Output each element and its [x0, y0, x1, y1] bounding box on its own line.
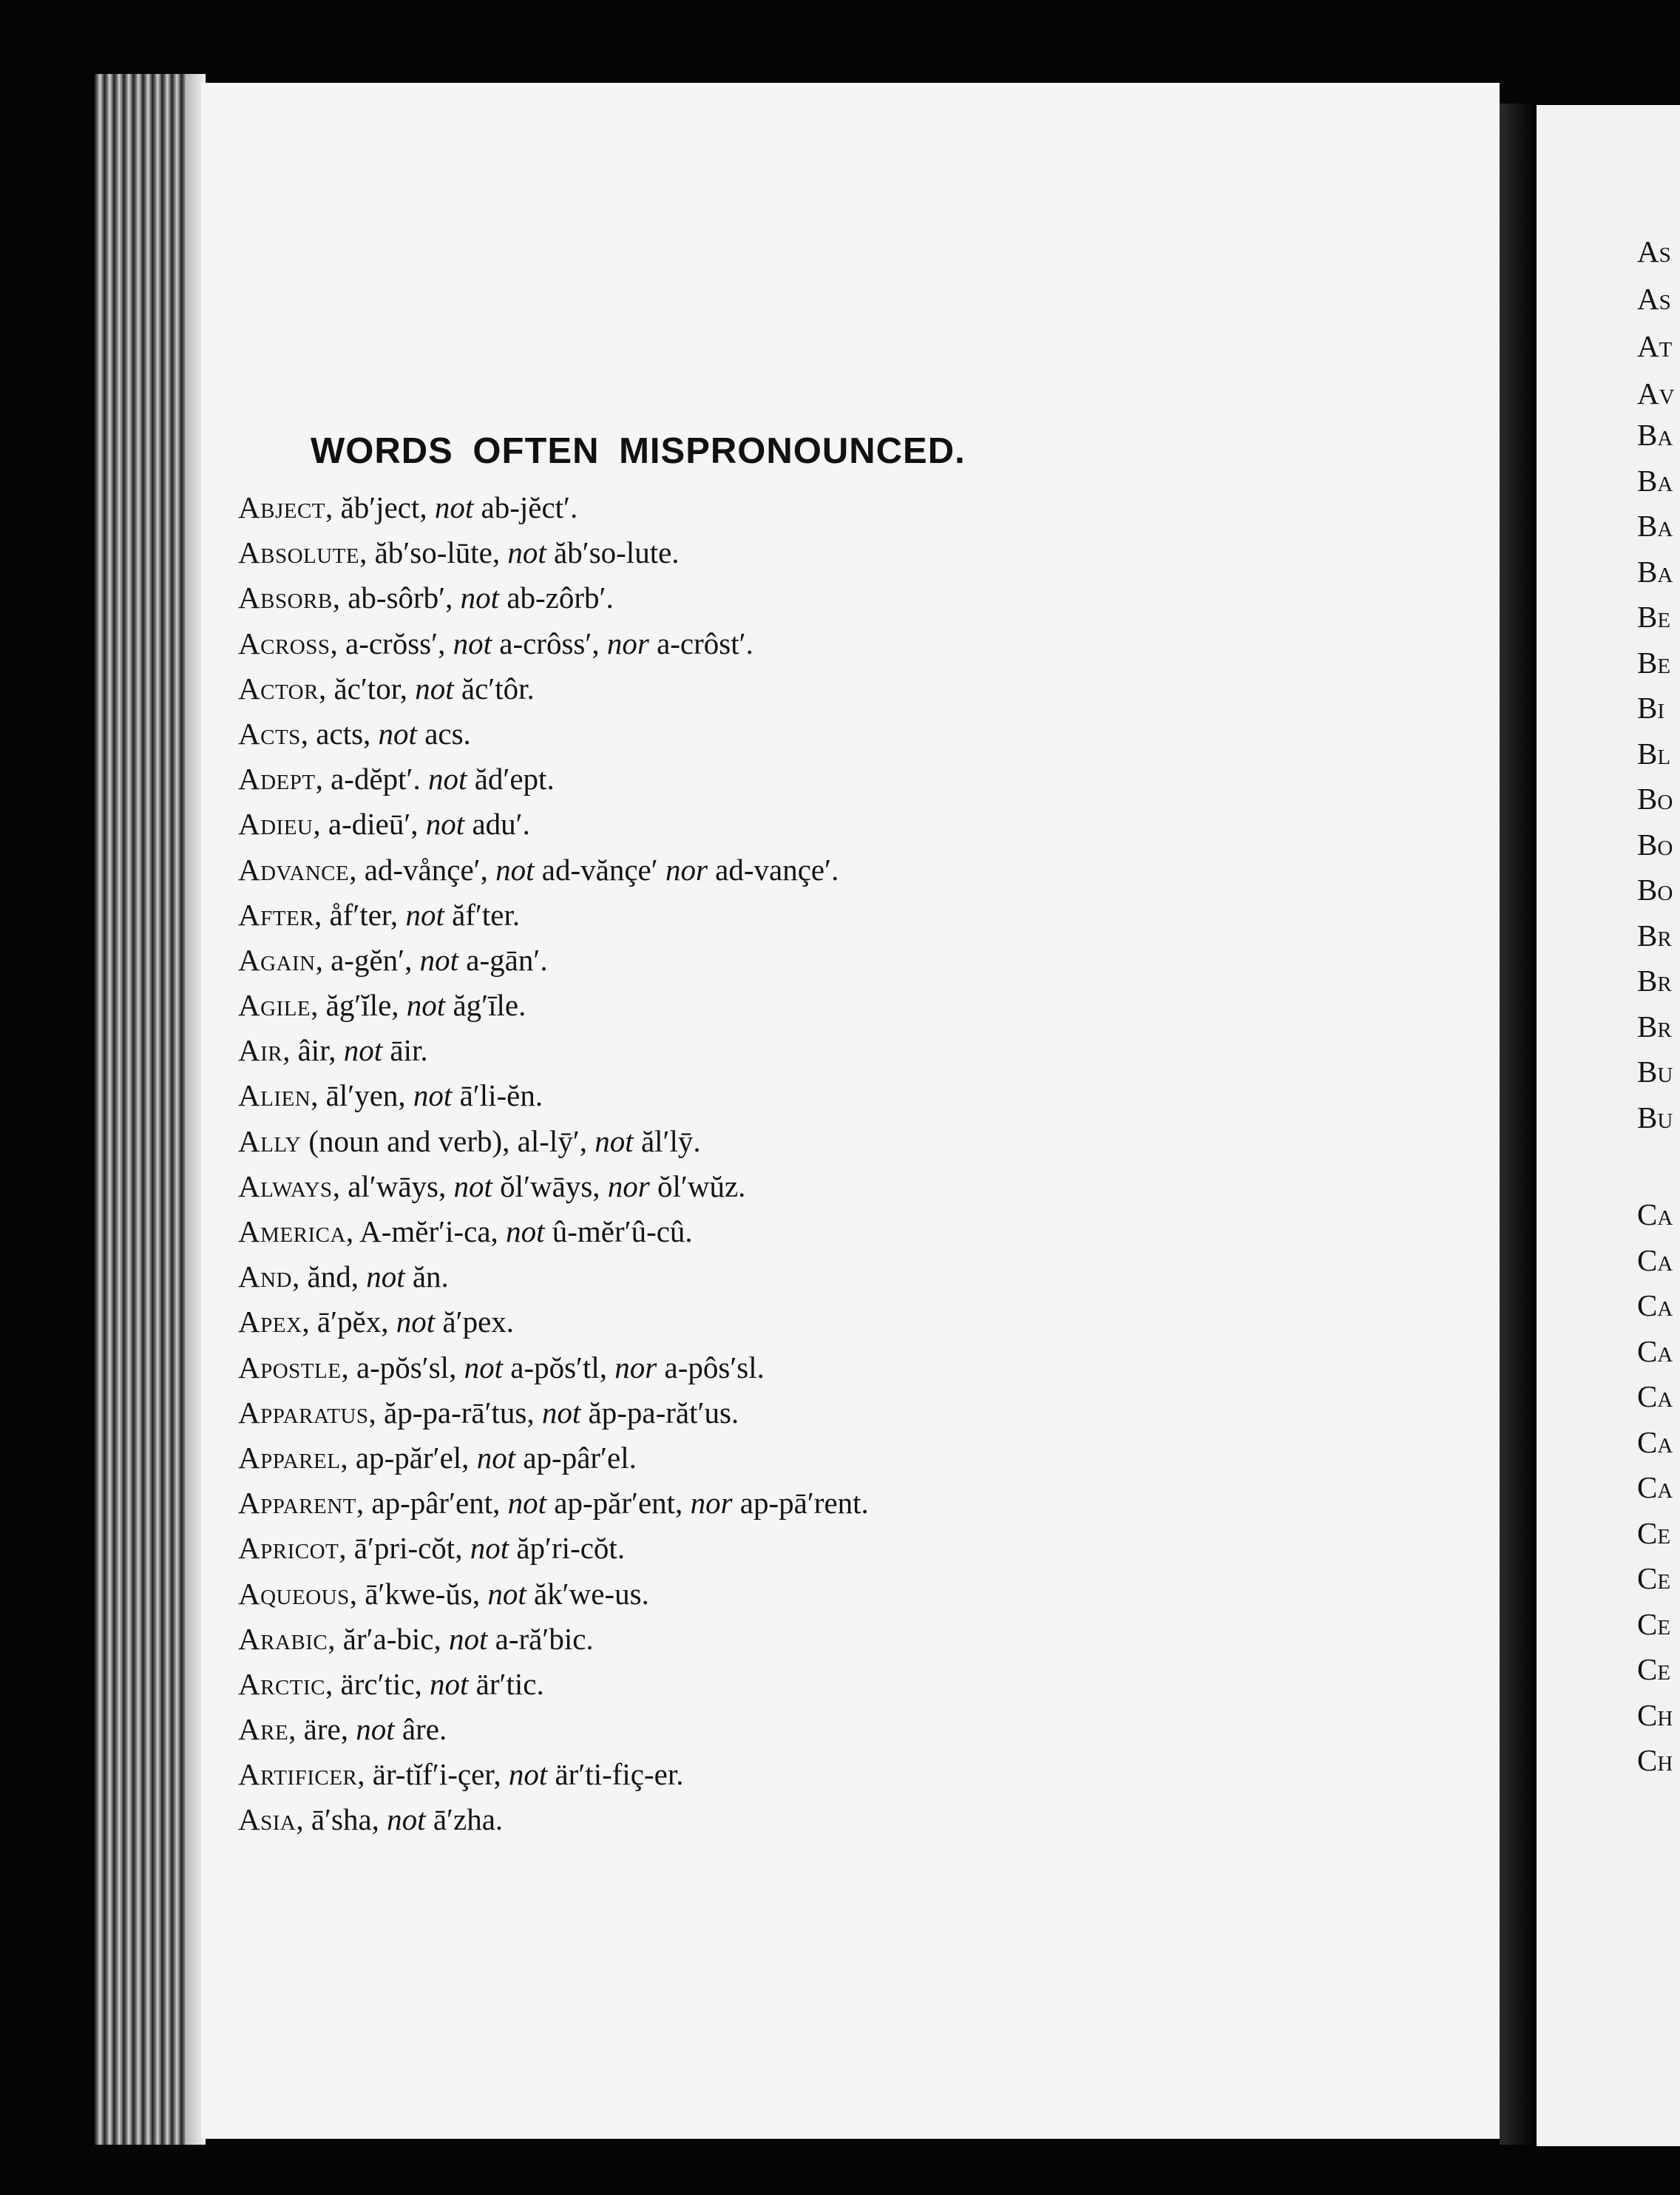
entry-headword: Air	[238, 1033, 283, 1068]
entry-headword: Apparatus	[238, 1395, 369, 1430]
entry-line	[238, 711, 1288, 757]
entry-pronunciation: (noun and verb), al-lȳ′,	[301, 1123, 595, 1158]
entry-italic-word: not	[366, 1259, 405, 1294]
entry-headword: Artificer	[238, 1757, 358, 1792]
entry-italic-word: nor	[690, 1486, 733, 1521]
entry-line	[238, 938, 1288, 983]
entry-pronunciation: ab-jĕct′.	[473, 490, 578, 524]
entry-pronunciation: ăf′ter.	[444, 897, 521, 932]
entry-pronunciation: , ab-sôrb′,	[332, 581, 461, 615]
entry-pronunciation: , äre,	[288, 1712, 356, 1747]
entry-headword: Actor	[238, 671, 319, 706]
entry-pronunciation: , a-gĕn′,	[315, 942, 420, 977]
entry-line	[238, 1662, 1288, 1707]
entry-line	[238, 1164, 1288, 1209]
entry-pronunciation: , a-dieū′,	[313, 807, 426, 842]
entry-italic-word: not	[396, 1305, 436, 1339]
entry-italic-word: not	[356, 1712, 395, 1747]
entry-italic-word: not	[453, 1168, 492, 1203]
facing-page-headword: Ce	[1637, 1561, 1671, 1595]
entry-pronunciation: acs.	[416, 716, 471, 751]
entry-pronunciation: , a-crŏss′,	[330, 626, 453, 660]
entry-line	[238, 1119, 1288, 1164]
entry-line	[238, 983, 1288, 1028]
entry-pronunciation: , acts,	[300, 716, 379, 751]
entry-headword: Agile	[238, 988, 311, 1023]
facing-page-headword: Ce	[1637, 1606, 1671, 1641]
entry-pronunciation: , ăb′so-lūte,	[359, 535, 508, 570]
entry-pronunciation: ap-pâr′el.	[515, 1440, 637, 1475]
entry-pronunciation: , ăr′a-bic,	[328, 1621, 450, 1656]
entry-headword: Asia	[238, 1802, 297, 1837]
entry-italic-word: nor	[665, 852, 708, 887]
book-gutter	[1500, 104, 1538, 2145]
entry-italic-word: not	[453, 626, 492, 660]
entry-italic-word: not	[428, 762, 467, 797]
entry-italic-word: nor	[607, 1168, 650, 1203]
facing-page-headword: Ba	[1637, 418, 1673, 452]
facing-page-headword: Bi	[1637, 691, 1665, 725]
entry-headword: And	[238, 1259, 292, 1294]
facing-page-headword: Bo	[1637, 782, 1673, 816]
entry-italic-word: not	[470, 1531, 509, 1566]
entry-italic-word: not	[378, 716, 417, 751]
entry-pronunciation: a-crôss′,	[492, 626, 607, 660]
entry-pronunciation: a-ră′bic.	[487, 1621, 594, 1656]
entry-italic-word: not	[413, 1078, 453, 1113]
entry-italic-word: not	[464, 1350, 503, 1384]
entry-pronunciation: ăp-pa-răt′us.	[580, 1395, 739, 1430]
entry-line	[238, 893, 1288, 938]
entry-line	[238, 621, 1288, 666]
entry-headword: Apostle	[238, 1350, 342, 1384]
entry-italic-word: not	[387, 1802, 426, 1837]
entry-pronunciation: , ad-vånçe′,	[349, 852, 496, 887]
entry-pronunciation: ŏl′wāys,	[492, 1168, 608, 1203]
entry-pronunciation: , âir,	[282, 1033, 344, 1068]
entry-italic-word: not	[487, 1576, 526, 1611]
entry-pronunciation: , ăg′ĭle,	[311, 988, 407, 1023]
entry-headword: America	[238, 1214, 346, 1248]
facing-page-headword: Ca	[1637, 1333, 1673, 1368]
entry-pronunciation: , a-pŏs′sl,	[341, 1350, 464, 1384]
entry-italic-word: not	[434, 490, 474, 524]
entry-pronunciation: ăb′so-lute.	[546, 535, 680, 570]
entry-line	[238, 1299, 1288, 1345]
entry-line	[238, 1345, 1288, 1390]
facing-page-headword: Br	[1637, 964, 1672, 998]
entry-italic-word: not	[425, 807, 465, 842]
entry-headword: Arabic	[238, 1621, 328, 1656]
entry-line	[238, 1073, 1288, 1118]
entry-pronunciation: , ănd,	[292, 1259, 367, 1294]
entry-headword: Apparel	[238, 1440, 341, 1475]
entry-pronunciation: ā′zha.	[425, 1802, 504, 1837]
entry-pronunciation: , ā′sha,	[296, 1802, 387, 1837]
entry-headword: Adieu	[238, 807, 314, 842]
entry-italic-word: not	[406, 988, 446, 1023]
facing-page-headword: Be	[1637, 645, 1671, 680]
entry-italic-word: nor	[614, 1350, 657, 1384]
entry-pronunciation: , ap-pâr′ent,	[356, 1486, 508, 1521]
facing-page-headword: Ca	[1637, 1379, 1673, 1413]
facing-page-headword: Ca	[1637, 1424, 1673, 1459]
entry-pronunciation: ap-păr′ent,	[546, 1486, 691, 1521]
facing-page-headword: Ch	[1637, 1743, 1673, 1777]
entry-pronunciation: , ap-păr′el,	[340, 1440, 477, 1475]
entry-pronunciation: ăd′ept.	[467, 762, 555, 797]
entry-pronunciation: âre.	[394, 1712, 447, 1747]
entry-italic-word: not	[419, 942, 459, 977]
entry-italic-word: not	[495, 852, 535, 887]
entry-line	[238, 757, 1288, 802]
entry-pronunciation: ā′li-ĕn.	[452, 1078, 543, 1113]
entry-italic-word: not	[430, 1666, 469, 1701]
entry-pronunciation: , åf′ter,	[314, 897, 406, 932]
facing-page-headword: At	[1637, 329, 1673, 363]
entry-line	[238, 848, 1288, 893]
facing-page-headword: Ca	[1637, 1242, 1673, 1277]
entry-pronunciation: ă′pex.	[435, 1305, 515, 1339]
entry-headword: Acts	[238, 716, 301, 751]
entry-italic-word: not	[595, 1123, 634, 1158]
entry-pronunciation: ăg′īle.	[445, 988, 526, 1023]
entry-pronunciation: , ā′kwe-ŭs,	[349, 1576, 488, 1611]
entry-pronunciation: är′ti-fiç-er.	[547, 1757, 684, 1792]
entry-pronunciation: , ärc′tic,	[325, 1666, 430, 1701]
entry-pronunciation: a-gān′.	[458, 942, 548, 977]
entry-headword: Adept	[238, 762, 316, 797]
entry-list	[238, 485, 1288, 1843]
facing-page-headword: Bo	[1637, 827, 1673, 862]
entry-pronunciation: , ā′pri-cŏt,	[339, 1531, 470, 1566]
entry-headword: Arctic	[238, 1666, 326, 1701]
entry-line	[238, 1752, 1288, 1797]
entry-headword: Apparent	[238, 1486, 356, 1521]
entry-headword: After	[238, 897, 315, 932]
entry-line	[238, 666, 1288, 711]
facing-page-headword: Ba	[1637, 554, 1673, 589]
entry-line	[238, 1254, 1288, 1299]
facing-page-headword: Be	[1637, 600, 1671, 634]
entry-pronunciation: a-crôst′.	[648, 626, 753, 660]
entry-headword: Ally	[238, 1123, 302, 1158]
entry-italic-word: not	[449, 1621, 488, 1656]
facing-page-headword: Bu	[1637, 1055, 1673, 1089]
entry-italic-word: not	[476, 1440, 516, 1475]
entry-pronunciation: är′tic.	[468, 1666, 544, 1701]
entry-line	[238, 1390, 1288, 1435]
entry-line	[238, 1617, 1288, 1662]
facing-page-headword: Bl	[1637, 736, 1671, 771]
facing-page-headword: Ba	[1637, 509, 1673, 543]
entry-headword: Apricot	[238, 1531, 339, 1566]
entry-headword: Absorb	[238, 581, 333, 615]
entry-pronunciation: ăk′we-us.	[526, 1576, 649, 1611]
entry-pronunciation: ăp′ri-cŏt.	[509, 1531, 626, 1566]
entry-line	[238, 1572, 1288, 1617]
entry-line	[238, 1435, 1288, 1481]
entry-headword: Abject	[238, 490, 326, 524]
entry-italic-word: not	[343, 1033, 383, 1068]
page-title: WORDS OFTEN MISPRONOUNCED.	[311, 431, 966, 471]
entry-pronunciation: , ăp-pa-rā′tus,	[368, 1395, 542, 1430]
entry-line	[238, 485, 1288, 530]
facing-page-headword: Ce	[1637, 1652, 1671, 1686]
entry-italic-word: not	[507, 535, 546, 570]
facing-page-headword: Bu	[1637, 1100, 1673, 1134]
entry-line	[238, 575, 1288, 620]
facing-page-headword: Ch	[1637, 1697, 1673, 1732]
entry-line	[238, 1797, 1288, 1842]
facing-page-headword: Ca	[1637, 1470, 1673, 1504]
entry-italic-word: not	[415, 671, 454, 706]
entry-headword: Absolute	[238, 535, 360, 570]
entry-pronunciation: ap-pā′rent.	[732, 1486, 869, 1521]
entry-pronunciation: adu′.	[464, 807, 530, 842]
entry-pronunciation: , al′wāys,	[332, 1168, 454, 1203]
entry-pronunciation: āir.	[382, 1033, 428, 1068]
entry-italic-word: not	[405, 897, 444, 932]
entry-pronunciation: , a-dĕpt′.	[315, 762, 429, 797]
entry-line	[238, 1209, 1288, 1254]
entry-pronunciation: , ăc′tor,	[318, 671, 416, 706]
entry-pronunciation: ăl′lȳ.	[633, 1123, 701, 1158]
entry-line	[238, 1028, 1288, 1073]
entry-pronunciation: ad-vançe′.	[707, 852, 839, 887]
facing-page-headword: Ba	[1637, 463, 1673, 498]
facing-page-headword: Av	[1637, 376, 1675, 410]
facing-page-headword: Br	[1637, 1009, 1672, 1044]
entry-italic-word: not	[507, 1486, 547, 1521]
facing-page-headword: Br	[1637, 918, 1672, 953]
entry-pronunciation: ăc′tôr.	[453, 671, 535, 706]
entry-headword: Again	[238, 942, 316, 977]
facing-page-headword: Ce	[1637, 1515, 1671, 1550]
entry-pronunciation: ăn.	[404, 1259, 449, 1294]
entry-line	[238, 1481, 1288, 1526]
entry-pronunciation: û-mĕr′û-cû.	[544, 1214, 693, 1248]
entry-pronunciation: , āl′yen,	[311, 1078, 413, 1113]
facing-page-headword: Ca	[1637, 1288, 1673, 1322]
entry-italic-word: not	[508, 1757, 548, 1792]
page-edges	[95, 74, 206, 2145]
entry-pronunciation: , ā′pĕx,	[302, 1305, 396, 1339]
entry-pronunciation: a-pôs′sl.	[657, 1350, 765, 1384]
entry-line	[238, 530, 1288, 575]
entry-pronunciation: ad-vănçe′	[534, 852, 665, 887]
entry-italic-word: not	[506, 1214, 545, 1248]
entry-headword: Always	[238, 1168, 333, 1203]
entry-headword: Apex	[238, 1305, 302, 1339]
entry-line	[238, 802, 1288, 847]
entry-headword: Are	[238, 1712, 289, 1747]
entry-line	[238, 1526, 1288, 1571]
entry-pronunciation: , ăb′ject,	[325, 490, 435, 524]
entry-pronunciation: , är-tĭf′i-çer,	[357, 1757, 509, 1792]
entry-headword: Alien	[238, 1078, 311, 1113]
facing-page	[1537, 105, 1680, 2146]
entry-italic-word: not	[460, 581, 500, 615]
entry-line	[238, 1707, 1288, 1752]
entry-pronunciation: a-pŏs′tl,	[502, 1350, 615, 1384]
facing-page-headword: Bo	[1637, 873, 1673, 907]
entry-italic-word: nor	[606, 626, 649, 660]
facing-page-headword: As	[1637, 282, 1671, 316]
entry-headword: Aqueous	[238, 1576, 350, 1611]
entry-italic-word: not	[541, 1395, 581, 1430]
facing-page-headword: Ca	[1637, 1197, 1673, 1231]
entry-headword: Advance	[238, 852, 350, 887]
entry-pronunciation: ab-zôrb′.	[499, 581, 614, 615]
entry-pronunciation: ŏl′wŭz.	[649, 1168, 746, 1203]
entry-headword: Across	[238, 626, 331, 660]
facing-page-headword: As	[1637, 234, 1671, 268]
entry-pronunciation: , A-mĕr′i-ca,	[345, 1214, 507, 1248]
